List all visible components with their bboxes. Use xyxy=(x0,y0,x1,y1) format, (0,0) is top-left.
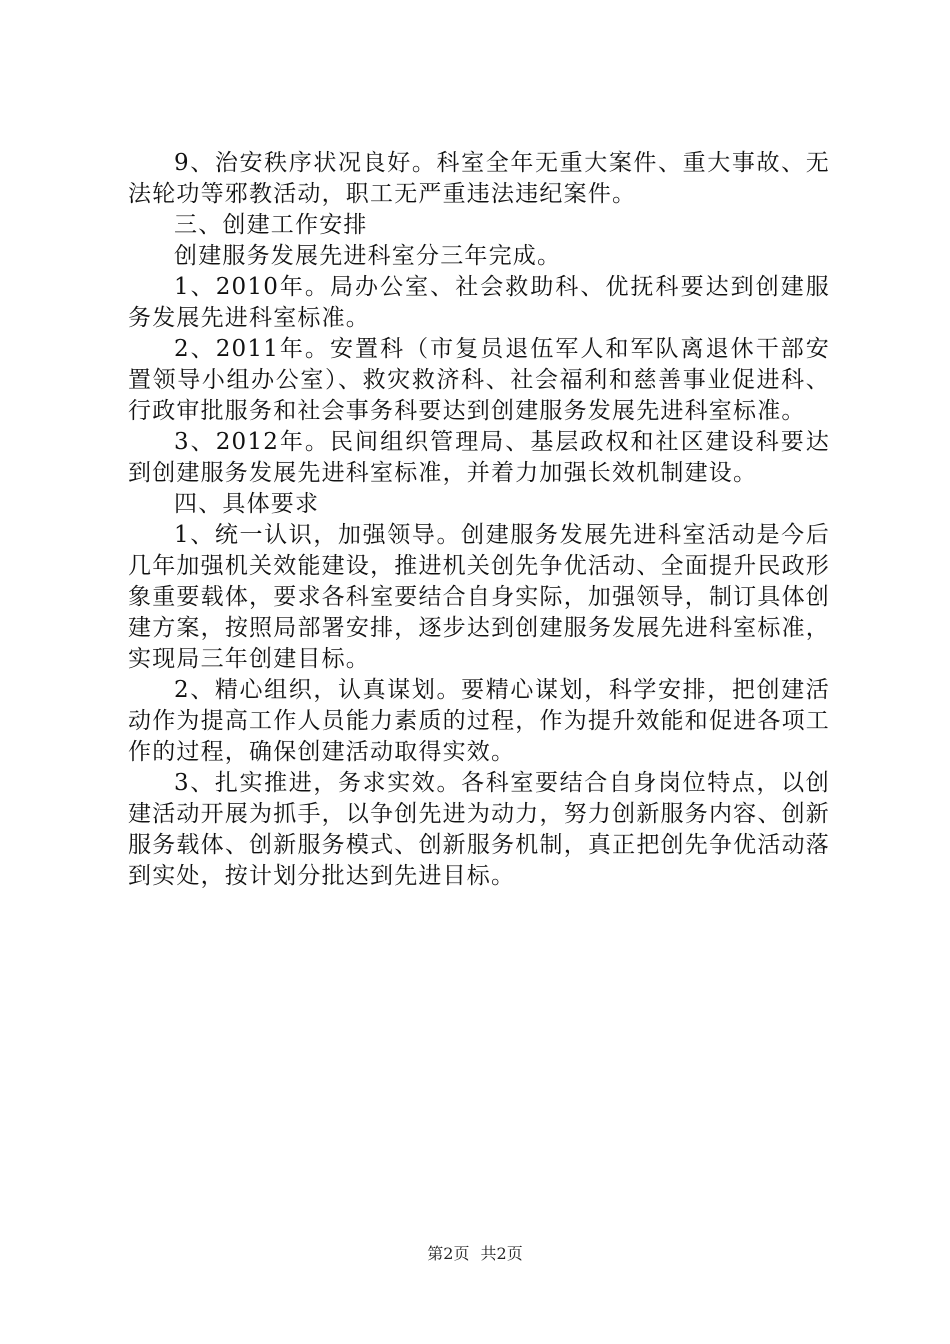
paragraph-three-years: 创建服务发展先进科室分三年完成。 xyxy=(174,243,562,269)
section-heading-arrangement: 三、创建工作安排 xyxy=(174,212,368,238)
paragraph-2011: 2、2011年。安置科（市复员退伍军人和军队离退休干部安置领导小组办公室）、救灾救济科、社会福利和慈善事业促进科、行政审批服务和社会事务科要达到创建服务发展先进科室标准。 xyxy=(128,336,830,424)
paragraph-requirement-3: 3、扎实推进，务求实效。各科室要结合自身岗位特点，以创建活动开展为抓手，以争创先进为动力，努力创新服务内容、创新服务载体、创新服务模式、创新服务机制，真正把创先争优活动落到实处，按计划分批达到先进目标。 xyxy=(128,770,830,889)
page-total: 共2页 xyxy=(480,1244,523,1263)
section-heading-requirements: 四、具体要求 xyxy=(174,491,320,517)
page-number: 第2页 xyxy=(427,1244,470,1263)
paragraph-requirement-2: 2、精心组织，认真谋划。要精心谋划，科学安排，把创建活动作为提高工作人员能力素质的过程，作为提升效能和促进各项工作的过程，确保创建活动取得实效。 xyxy=(128,677,830,765)
paragraph-requirement-1: 1、统一认识，加强领导。创建服务发展先进科室活动是今后几年加强机关效能建设，推进机关创先争优活动、全面提升民政形象重要载体，要求各科室要结合自身实际，加强领导，制订具体创建方案，按照局部署安排，逐步达到创建服务发展先进科室标准，实现局三年创建目标。 xyxy=(128,522,830,672)
paragraph-2012: 3、2012年。民间组织管理局、基层政权和社区建设科要达到创建服务发展先进科室标准，并着力加强长效机制建设。 xyxy=(128,429,830,486)
document-body xyxy=(128,148,830,892)
paragraph-2010: 1、2010年。局办公室、社会救助科、优抚科要达到创建服务发展先进科室标准。 xyxy=(128,274,830,331)
page-footer xyxy=(0,1243,950,1265)
paragraph-item-9: 9、治安秩序状况良好。科室全年无重大案件、重大事故、无法轮功等邪教活动，职工无严重违法违纪案件。 xyxy=(128,150,830,207)
